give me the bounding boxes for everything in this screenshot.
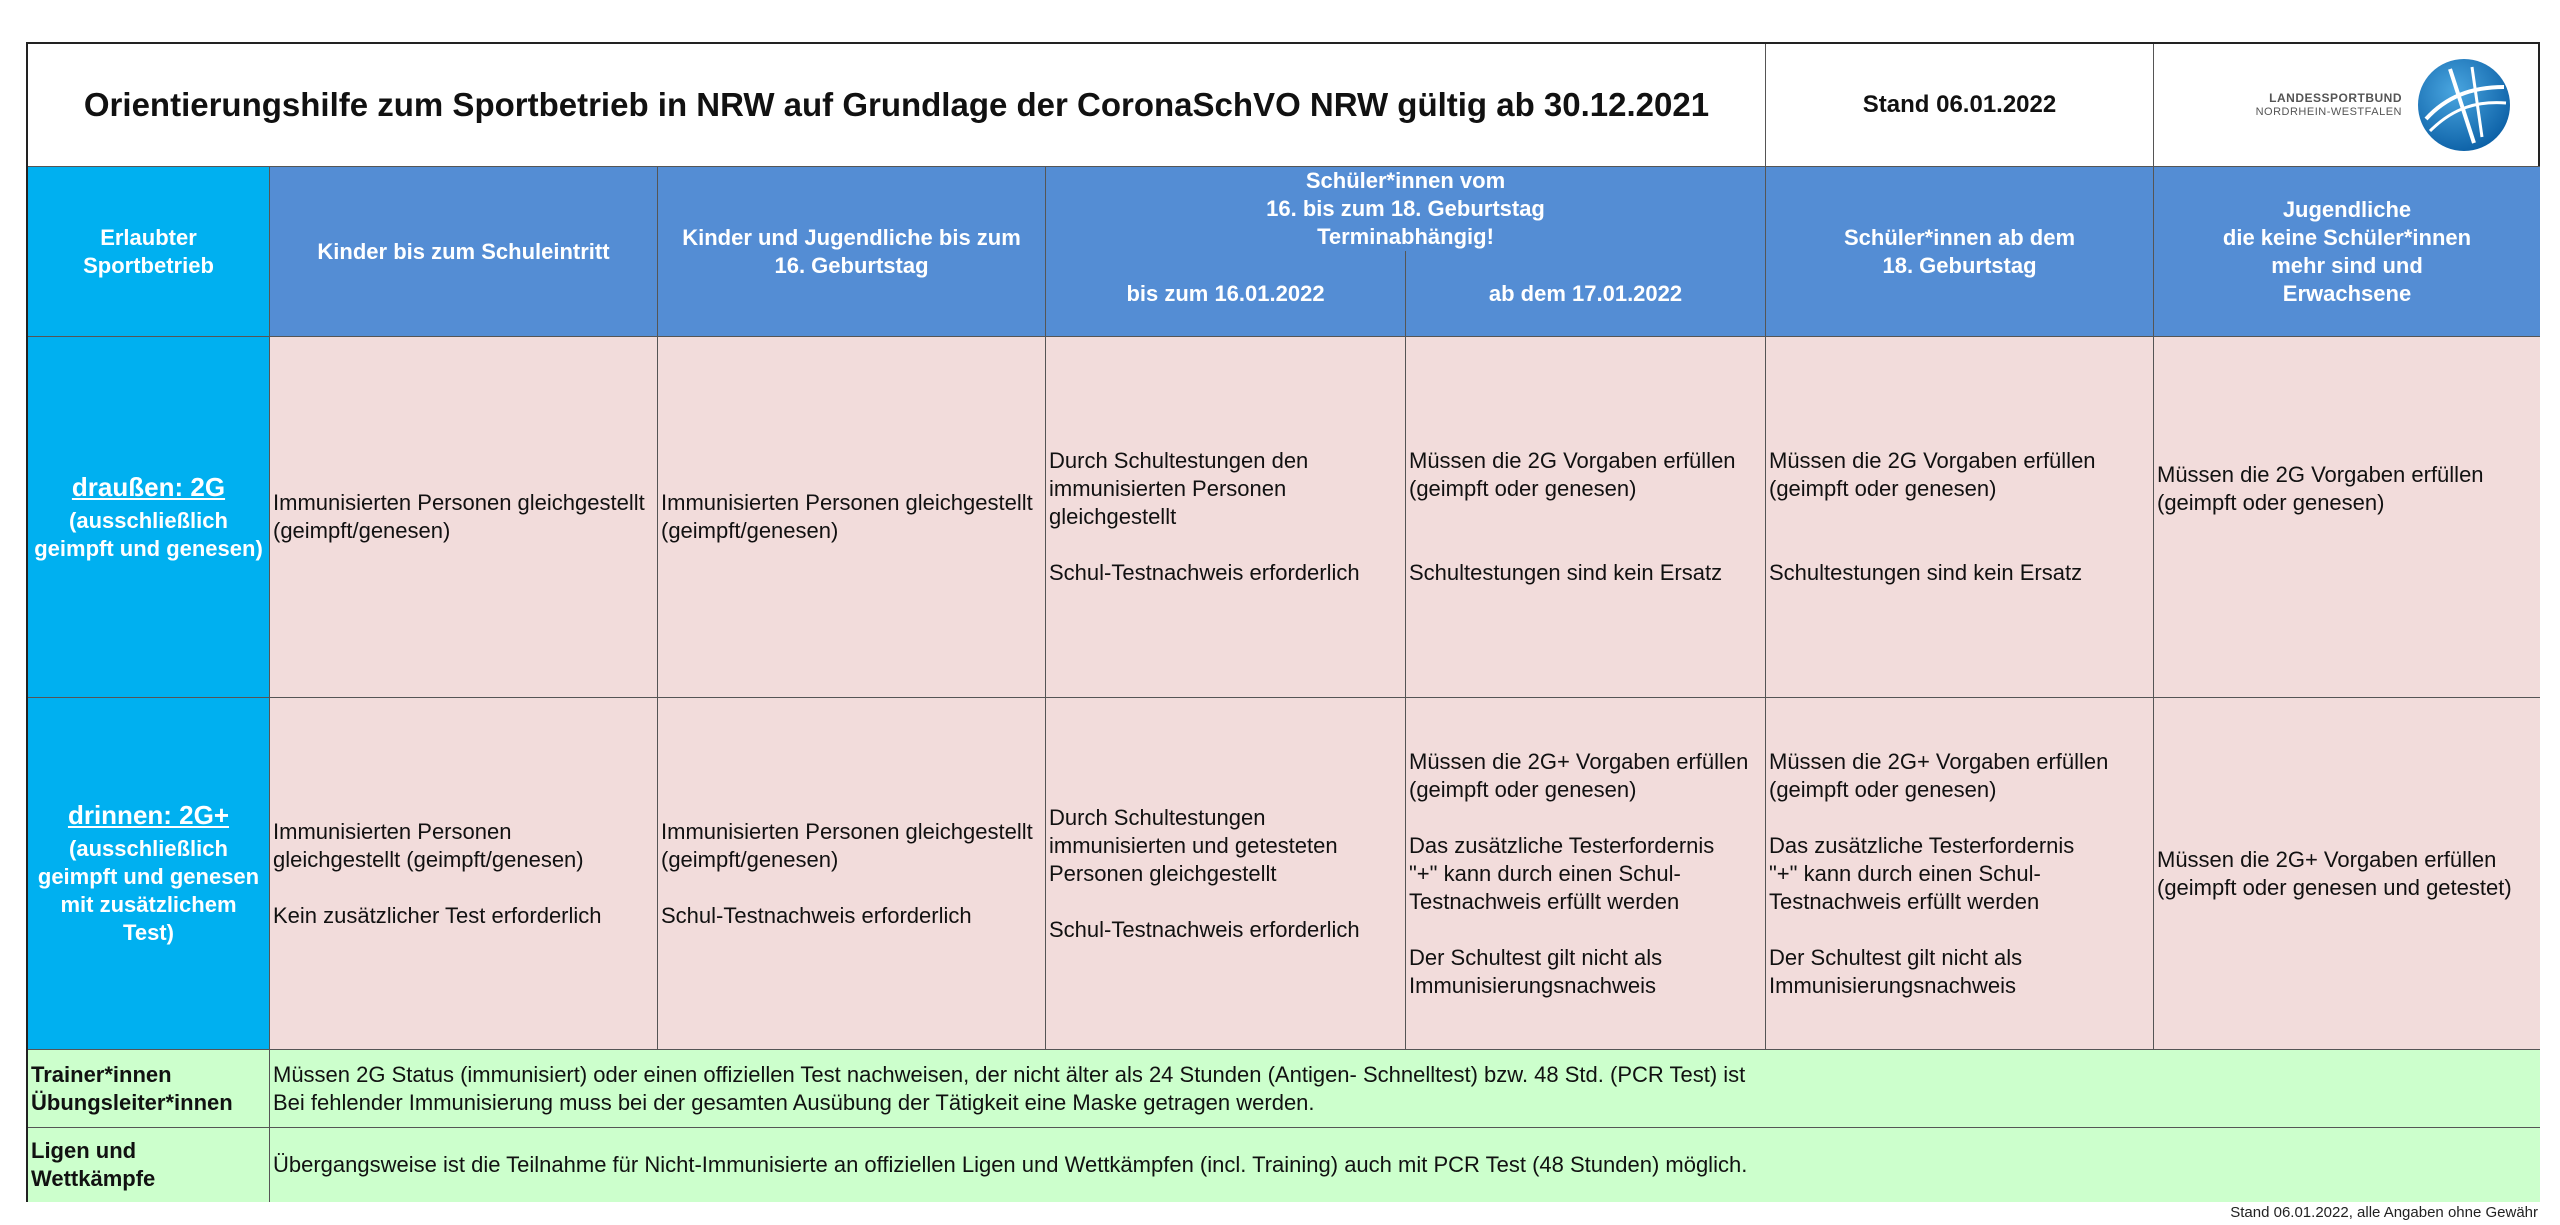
cell-draussen-kinder: Immunisierten Personen gleichgestellt (geimpft/genesen): [270, 337, 658, 698]
cell-draussen-schueler-18: Müssen die 2G Vorgaben erfüllen (geimpft oder genesen) Schultestungen sind kein Ersatz: [1766, 337, 2154, 698]
cell-drinnen-kinder-jugendliche: Immunisierten Personen gleichgestellt (geimpft/genesen) Schul-Testnachweis erforderlich: [658, 698, 1046, 1050]
logo-wordmark: [2256, 91, 2402, 119]
cell-drinnen-kinder: Immunisierten Personen gleichgestellt (geimpft/genesen) Kein zusätzlicher Test erforderlich: [270, 698, 658, 1050]
footer-note: Stand 06.01.2022, alle Angaben ohne Gewähr: [2230, 1204, 2538, 1221]
row-label-drinnen-title: drinnen: 2G+: [67, 800, 230, 830]
col-header-bis-16: bis zum 16.01.2022: [1046, 251, 1406, 337]
cell-drinnen-erwachsene: Müssen die 2G+ Vorgaben erfüllen (geimpft oder genesen und getestet): [2154, 698, 2540, 1050]
col-header-kinder: Kinder bis zum Schuleintritt: [270, 167, 658, 337]
row-label-draussen-title: draußen: 2G: [71, 471, 226, 502]
row-label-trainer: Trainer*innen Übungsleiter*innen: [28, 1050, 270, 1128]
cell-drinnen-ab-17: Müssen die 2G+ Vorgaben erfüllen (geimpft oder genesen) Das zusätzliche Testerfordernis "+" kann durch einen Schul- Testnachweis erfüllt werden Der Schultest gilt nicht als Immunisierungsnachweis: [1406, 698, 1766, 1050]
cell-draussen-ab-17: Müssen die 2G Vorgaben erfüllen (geimpft oder genesen) Schultestungen sind kein Ersatz: [1406, 337, 1766, 698]
col-header-kinder-jugendliche: Kinder und Jugendliche bis zum 16. Geburtstag: [658, 167, 1046, 337]
lsb-logo: [2154, 44, 2540, 167]
row-label-ligen: Ligen und Wettkämpfe: [28, 1128, 270, 1202]
row-label-drinnen-sub: (ausschließlich geimpft und genesen mit zusätzlichem Test): [37, 836, 260, 945]
logo-line-2: NORDRHEIN-WESTFALEN: [2255, 106, 2402, 118]
lsb-emblem-icon: [2416, 57, 2512, 153]
col-header-schueler-18: Schüler*innen ab dem 18. Geburtstag: [1766, 167, 2154, 337]
cell-trainer-text: Müssen 2G Status (immunisiert) oder einen offiziellen Test nachweisen, der nicht älter als 24 Stunden (Antigen- Schnelltest) bzw. 48 Std. (PCR Test) ist Bei fehlender Immunisierung muss bei der gesamten Ausübung der Tätigkeit eine Maske getragen werden.: [270, 1050, 2540, 1128]
col-header-schueler-16-18: Schüler*innen vom 16. bis zum 18. Geburtstag Terminabhängig!: [1046, 167, 1766, 251]
logo-line-1: LANDESSPORTBUND: [2269, 91, 2402, 105]
cell-draussen-kinder-jugendliche: Immunisierten Personen gleichgestellt (geimpft/genesen): [658, 337, 1046, 698]
row-label-draussen: [28, 337, 270, 698]
row-label-drinnen: [28, 698, 270, 1050]
cell-ligen-text: Übergangsweise ist die Teilnahme für Nicht-Immunisierte an offiziellen Ligen und Wettkämpfen (incl. Training) auch mit PCR Test (48 Stunden) möglich.: [270, 1128, 2540, 1202]
col-header-ab-17: ab dem 17.01.2022: [1406, 251, 1766, 337]
col-header-erlaubter: Erlaubter Sportbetrieb: [28, 167, 270, 337]
cell-drinnen-schueler-18: Müssen die 2G+ Vorgaben erfüllen (geimpft oder genesen) Das zusätzliche Testerfordernis "+" kann durch einen Schul- Testnachweis erfüllt werden Der Schultest gilt nicht als Immunisierungsnachweis: [1766, 698, 2154, 1050]
cell-drinnen-bis-16: Durch Schultestungen immunisierten und getesteten Personen gleichgestellt Schul-Testnachweis erforderlich: [1046, 698, 1406, 1050]
col-header-jugendliche-erwachsene: Jugendliche die keine Schüler*innen mehr sind und Erwachsene: [2154, 167, 2540, 337]
cell-draussen-erwachsene: Müssen die 2G Vorgaben erfüllen (geimpft oder genesen): [2154, 337, 2540, 698]
stand-date: Stand 06.01.2022: [1766, 44, 2154, 167]
cell-draussen-bis-16: Durch Schultestungen den immunisierten Personen gleichgestellt Schul-Testnachweis erforderlich: [1046, 337, 1406, 698]
row-label-draussen-sub: (ausschließlich geimpft und genesen): [34, 507, 263, 561]
page-title: Orientierungshilfe zum Sportbetrieb in NRW auf Grundlage der CoronaSchVO NRW gültig ab 30.12.2021: [28, 44, 1766, 167]
guidance-table: [26, 42, 2540, 1202]
